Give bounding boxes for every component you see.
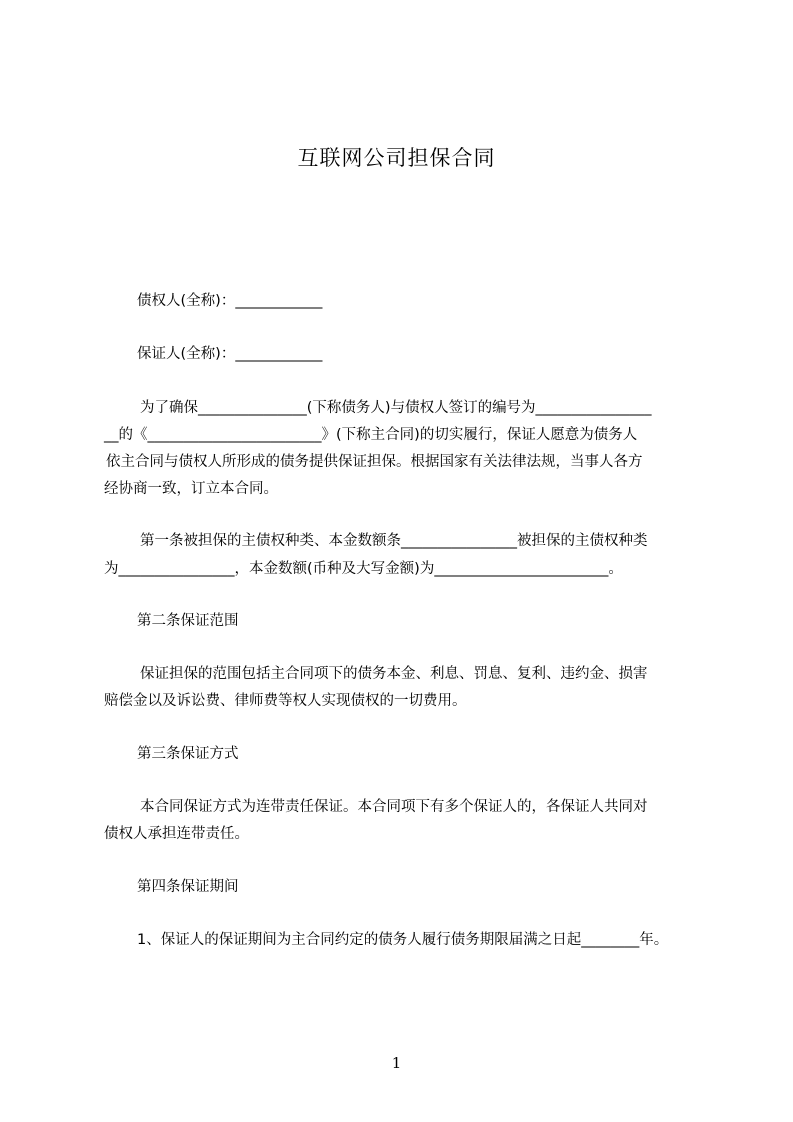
preamble-line-3: 依主合同与债权人所形成的债务提供保证担保。根据国家有关法律法规，当事人各方 (106, 454, 643, 470)
preamble-line-2: __的《________________________》(下称主合同)的切实履行，保证人愿意为债务人 (104, 427, 638, 443)
article3-body-line-1: 本合同保证方式为连带责任保证。本合同项下有多个保证人的，各保证人共同对 (140, 799, 648, 815)
preamble-line-1: 为了确保_______________(下称债务人)与债权人签订的编号为________________ (140, 400, 652, 416)
article1-line-2: 为________________，本金数额(币种及大写金额)为________________________。 (104, 561, 623, 577)
article3-heading: 第三条保证方式 (137, 746, 239, 762)
document-title: 互联网公司担保合同 (297, 146, 496, 170)
guarantor-line: 保证人(全称)：____________ (137, 346, 323, 362)
article2-body-line-1: 保证担保的范围包括主合同项下的债务本金、利息、罚息、复利、违约金、损害 (140, 666, 648, 682)
article2-heading: 第二条保证范围 (137, 613, 239, 629)
preamble-line-4: 经协商一致，订立本合同。 (104, 481, 278, 497)
creditor-line: 债权人(全称)：____________ (137, 293, 323, 309)
page-number: 1 (391, 1054, 402, 1072)
article3-body-line-2: 债权人承担连带责任。 (104, 826, 249, 842)
article2-body-line-2: 赔偿金以及诉讼费、律师费等权人实现债权的一切费用。 (104, 693, 467, 709)
article4-body-line-1: 1、保证人的保证期间为主合同约定的债务人履行债务期限届满之日起________年。 (137, 932, 669, 948)
article1-line-1: 第一条被担保的主债权种类、本金数额条________________被担保的主债权种类 (140, 533, 648, 549)
article4-heading: 第四条保证期间 (137, 879, 239, 895)
